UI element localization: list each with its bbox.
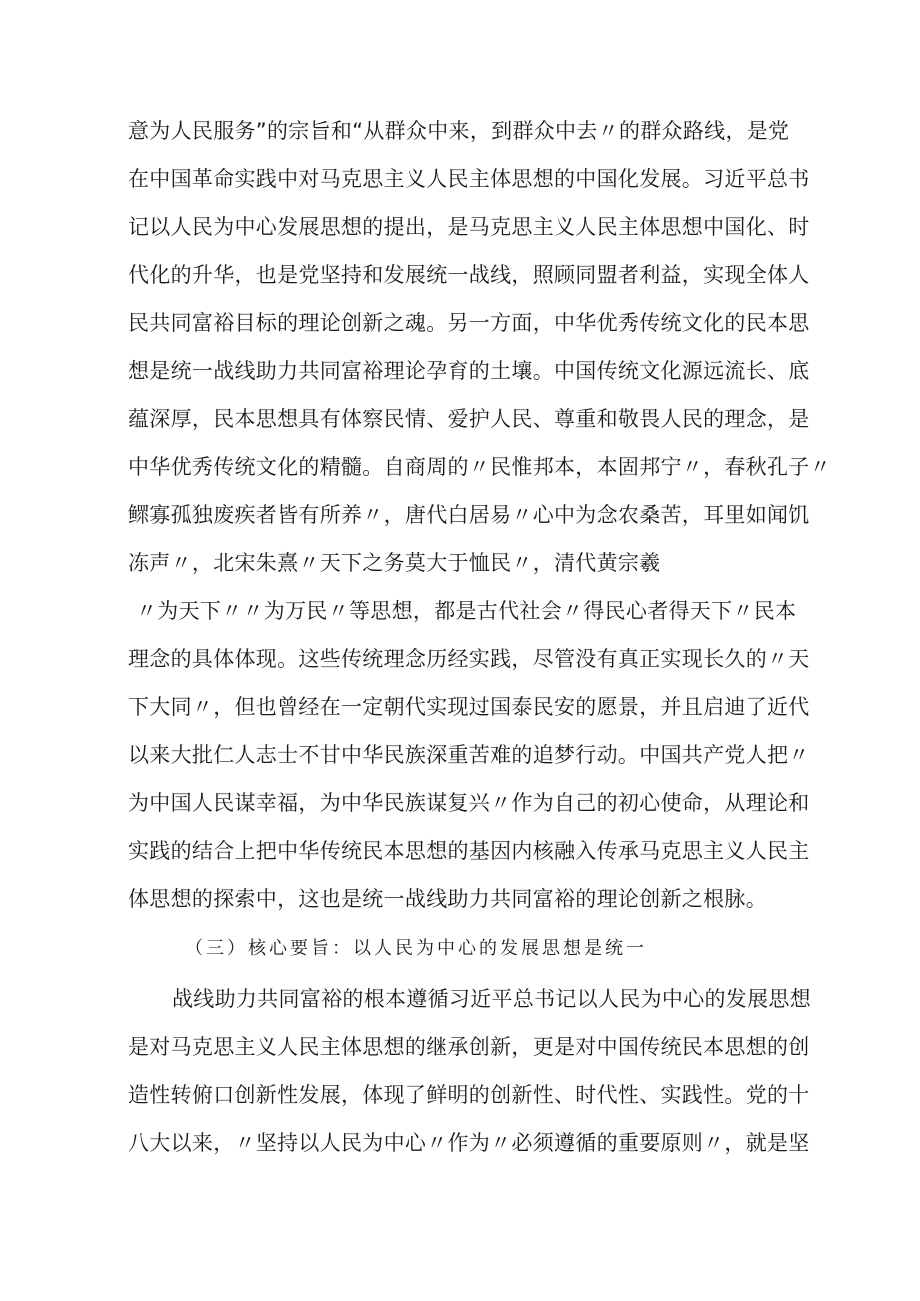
text-line: 为中国人民谋幸福，为中华民族谋复兴〃作为自己的初心使命，从理论和 — [128, 791, 810, 815]
text-line: 中华优秀传统文化的精髓。自商周的〃民惟邦本，本固邦宁〃，春秋孔子〃 — [128, 455, 831, 479]
text-line: 八大以来，〃坚持以人民为中心〃作为〃必须遵循的重要原则〃，就是坚 — [128, 1131, 810, 1155]
text-line: 战线助力共同富裕的根本遵循习近平总书记以人民为中心的发展思想 — [172, 987, 811, 1011]
text-line: 意为人民服务”的宗旨和“从群众中来，到群众中去〃的群众路线，是党 — [128, 119, 790, 143]
text-line: 冻声〃，北宋朱熹〃天下之务莫大于恤民〃，清代黄宗羲 — [128, 551, 661, 575]
text-line: 实践的结合上把中华传统民本思想的基因内核融入传承马克思主义人民主 — [128, 839, 810, 863]
text-line: 以来大批仁人志士不甘中华民族深重苦难的追梦行动。中国共产党人把〃 — [128, 743, 810, 767]
text-line: 记以人民为中心发展思想的提出，是马克思主义人民主体思想中国化、时 — [128, 215, 810, 239]
text-line: 代化的升华，也是党坚持和发展统一战线，照顾同盟者利益，实现全体人 — [128, 263, 810, 287]
section-heading: （三）核心要旨：以人民为中心的发展思想是统一 — [185, 938, 647, 959]
text-line: 体思想的探索中，这也是统一战线助力共同富裕的理论创新之根脉。 — [128, 887, 767, 911]
text-line: 想是统一战线助力共同富裕理论孕育的土壤。中国传统文化源远流长、底 — [128, 359, 810, 383]
text-line: 是对马克思主义人民主体思想的继承创新，更是对中国传统民本思想的创 — [128, 1035, 810, 1059]
text-line: 蕴深厚，民本思想具有体察民情、爱护人民、尊重和敬畏人民的理念，是 — [128, 407, 810, 431]
text-line: 〃为天下〃〃为万民〃等思想，都是古代社会〃得民心者得天下〃民本 — [136, 599, 797, 623]
text-line: 在中国革命实践中对马克思主义人民主体思想的中国化发展。习近平总书 — [128, 167, 810, 191]
text-line: 下大同〃，但也曾经在一定朝代实现过国泰民安的愿景，并且启迪了近代 — [128, 695, 810, 719]
text-line: 鳏寡孤独废疾者皆有所养〃，唐代白居易〃心中为念农桑苦，耳里如闻饥 — [128, 503, 810, 527]
text-line: 民共同富裕目标的理论创新之魂。另一方面，中华优秀传统文化的民本思 — [128, 311, 810, 335]
text-line: 理念的具体体现。这些传统理念历经实践，尽管没有真正实现长久的〃天 — [128, 647, 810, 671]
text-line: 造性转俯口创新性发展，体现了鲜明的创新性、时代性、实践性。党的十 — [128, 1083, 810, 1107]
